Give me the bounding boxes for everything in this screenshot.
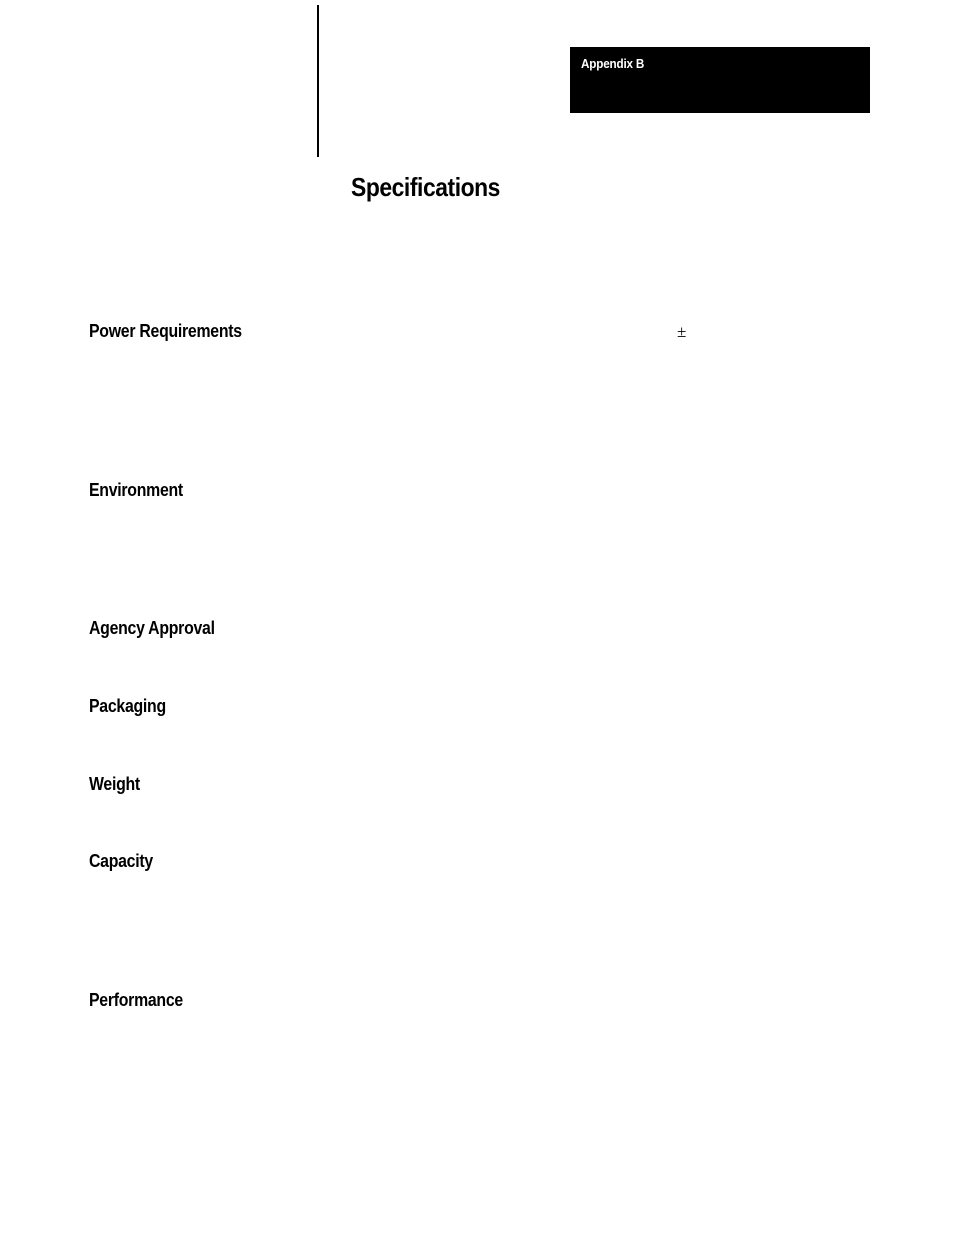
section-heading-performance: Performance: [89, 990, 183, 1010]
section-heading-environment: Environment: [89, 480, 183, 500]
plus-minus-symbol: ±: [677, 322, 687, 341]
appendix-tab: [570, 47, 870, 113]
section-heading-power-requirements: Power Requirements: [89, 321, 242, 341]
chapter-divider-line: [317, 5, 319, 157]
section-heading-packaging: Packaging: [89, 696, 166, 716]
section-heading-capacity: Capacity: [89, 851, 153, 871]
section-heading-weight: Weight: [89, 774, 140, 794]
section-heading-agency-approval: Agency Approval: [89, 618, 215, 638]
appendix-label: Appendix B: [581, 56, 645, 71]
page-title: Specifications: [351, 172, 500, 202]
